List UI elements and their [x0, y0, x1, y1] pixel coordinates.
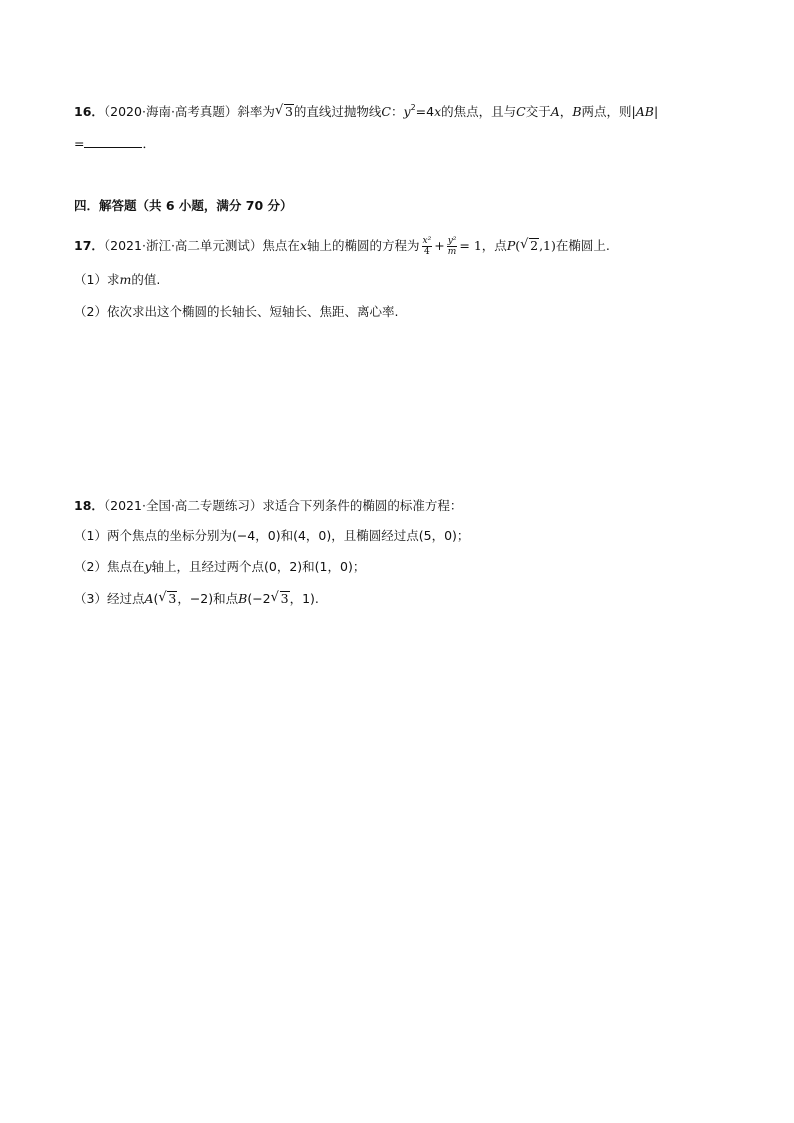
paren-open: (	[515, 238, 521, 253]
frac-denominator: m	[447, 247, 457, 257]
q18-point-b: B	[238, 591, 248, 606]
q16-text: 的直线过抛物线	[293, 104, 382, 119]
q17-text: 轴上的椭圆的方程为	[307, 238, 420, 253]
q17-part1-end: 的值.	[131, 272, 161, 287]
plus-sign: +	[434, 238, 445, 253]
sqrt-symbol	[158, 590, 177, 608]
q16-source: （2020·海南·高考真题）	[103, 104, 238, 119]
q18-source: （2021·全国·高二专题练习）	[103, 498, 263, 513]
fraction-x	[422, 236, 433, 257]
q17-text: ，点	[481, 238, 507, 253]
q18-line1	[74, 497, 462, 515]
q17-point-p: P	[506, 238, 516, 253]
q17-sqrt-arg: 2	[530, 238, 539, 253]
sqrt-symbol	[271, 590, 290, 608]
q16-text: 交于	[525, 104, 551, 119]
q16-curve-var: C	[381, 104, 391, 119]
q16-exponent: 2	[410, 103, 416, 112]
q16-sqrt-arg: 3	[284, 104, 293, 119]
answer-blank[interactable]	[84, 135, 142, 148]
q18-part3-text: ，1).	[289, 591, 319, 606]
frac-denominator: 4	[423, 247, 430, 257]
q17-text: 焦点在	[262, 238, 300, 253]
q16-line2	[74, 135, 155, 153]
section-title: 四．解答题（共 6 小题，满分 70 分）	[74, 198, 293, 213]
q16-equals: =	[74, 136, 85, 151]
q16-period: ．	[142, 136, 155, 151]
q17-source: （2021·浙江·高二单元测试）	[103, 238, 263, 253]
q16-y: y	[403, 104, 411, 119]
frac-numerator: y²	[447, 236, 457, 246]
q17-m: m	[119, 272, 132, 287]
q16-number: 16．	[74, 104, 104, 119]
q17-line1	[74, 236, 610, 257]
q16-comma: ，	[559, 104, 573, 119]
q18-y: y	[144, 559, 152, 574]
equals-one: = 1	[459, 238, 482, 253]
q17-number: 17．	[74, 238, 104, 253]
q18-part3-text: (−2	[247, 591, 271, 606]
fraction-y	[447, 236, 458, 257]
q16-x: x	[434, 104, 442, 119]
q17-x: x	[299, 238, 307, 253]
q16-text: |	[653, 104, 659, 119]
sqrt-symbol	[520, 237, 539, 255]
q18-text: 求适合下列条件的椭圆的标准方程：	[262, 498, 463, 513]
q16-point-a: A	[550, 104, 560, 119]
paren-open: (	[153, 591, 159, 606]
sqrt-symbol	[275, 103, 294, 121]
q16-line1	[74, 103, 658, 121]
q16-point-b: B	[572, 104, 582, 119]
q16-text: 的焦点，且与	[441, 104, 517, 119]
q18-number: 18．	[74, 498, 104, 513]
q18-part2-text: （2）焦点在	[74, 559, 145, 574]
q18-part1: （1）两个焦点的坐标分别为(−4，0)和(4，0)，且椭圆经过点(5，0)；	[74, 528, 470, 543]
q18-part3-text: ，−2)和点	[177, 591, 239, 606]
q18-part3-text: （3）经过点	[74, 591, 145, 606]
q16-text: 斜率为	[237, 104, 275, 119]
q18-sqrt-arg: 3	[280, 591, 289, 606]
q18-part2	[74, 558, 365, 576]
q16-ab: AB	[635, 104, 654, 119]
q17-part2: （2）依次求出这个椭圆的长轴长、短轴长、焦距、离心率.	[74, 304, 399, 319]
q18-sqrt-arg: 3	[168, 591, 177, 606]
q17-part1-text: （1）求	[74, 272, 120, 287]
q16-eq: =4	[415, 104, 435, 119]
q18-point-a: A	[144, 591, 154, 606]
q16-curve-var: C	[516, 104, 526, 119]
frac-numerator: x²	[422, 236, 432, 246]
q17-coord-rest: ,1)	[539, 238, 556, 253]
q17-text: 在椭圆上.	[555, 238, 610, 253]
q17-part1	[74, 271, 160, 289]
q18-part2-text: 轴上，且经过两个点(0，2)和(1，0)；	[151, 559, 366, 574]
q16-text: ：	[390, 104, 404, 119]
q18-part3	[74, 590, 319, 608]
q16-text: 两点，则|	[581, 104, 636, 119]
